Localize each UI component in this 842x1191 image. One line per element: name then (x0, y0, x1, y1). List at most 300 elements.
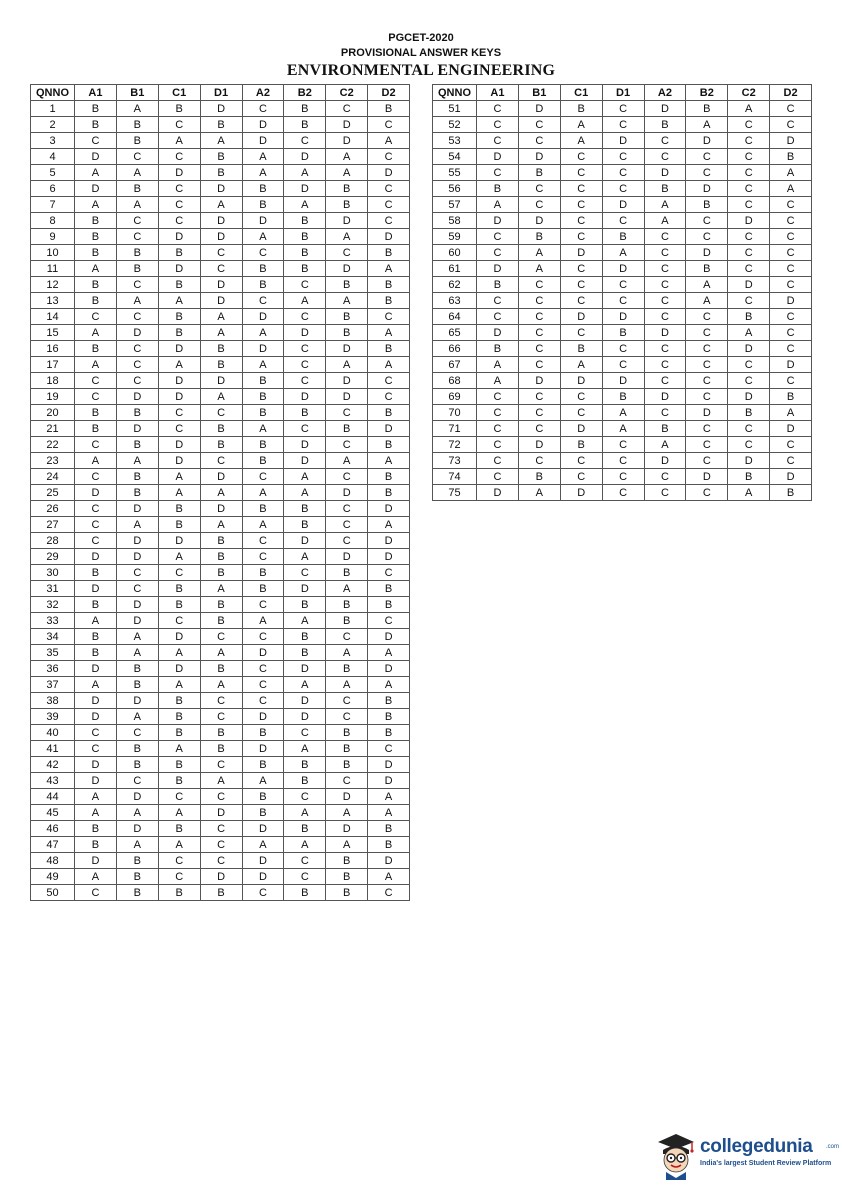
answer-cell: D (284, 453, 326, 469)
answer-cell: C (368, 309, 410, 325)
answer-cell: C (644, 245, 686, 261)
answer-cell: D (200, 277, 242, 293)
answer-cell: D (326, 133, 368, 149)
answer-cell: B (158, 709, 200, 725)
table-row (31, 309, 410, 325)
answer-cell: C (560, 165, 602, 181)
answer-cell: D (477, 325, 519, 341)
answer-cell: D (242, 821, 284, 837)
answer-cell: B (284, 229, 326, 245)
answer-cell: D (326, 261, 368, 277)
answer-cell: D (686, 405, 728, 421)
answer-cell: D (686, 469, 728, 485)
answer-cell: C (644, 277, 686, 293)
answer-cell: B (75, 293, 117, 309)
answer-cell: B (200, 661, 242, 677)
table-row (31, 677, 410, 693)
answer-cell: D (284, 581, 326, 597)
answer-cell: D (200, 213, 242, 229)
answer-cell: B (242, 405, 284, 421)
answer-cell: D (368, 853, 410, 869)
table-row (433, 469, 812, 485)
column-header-b1: B1 (116, 85, 158, 101)
answer-cell: D (326, 213, 368, 229)
answer-cell: C (602, 341, 644, 357)
answer-cell: C (560, 453, 602, 469)
answer-cell: B (75, 821, 117, 837)
answer-cell: B (326, 725, 368, 741)
answer-cell: C (518, 277, 560, 293)
answer-cell: C (242, 597, 284, 613)
answer-cell: B (75, 101, 117, 117)
column-header-d1: D1 (200, 85, 242, 101)
answer-cell: D (75, 485, 117, 501)
answer-cell: A (368, 261, 410, 277)
table-row (31, 405, 410, 421)
question-number-cell: 55 (433, 165, 477, 181)
question-number-cell: 26 (31, 501, 75, 517)
answer-cell: A (518, 245, 560, 261)
answer-cell: B (158, 101, 200, 117)
table-row (433, 309, 812, 325)
answer-cell: C (326, 469, 368, 485)
answer-cell: A (284, 469, 326, 485)
answer-cell: B (368, 277, 410, 293)
answer-cell: C (644, 341, 686, 357)
answer-cell: D (728, 453, 770, 469)
answer-cell: B (200, 741, 242, 757)
answer-cell: C (728, 197, 770, 213)
answer-cell: C (602, 437, 644, 453)
answer-cell: C (75, 533, 117, 549)
answer-cell: C (158, 613, 200, 629)
answer-cell: B (770, 485, 812, 501)
answer-cell: B (200, 533, 242, 549)
answer-cell: D (560, 373, 602, 389)
table-row (433, 181, 812, 197)
answer-cell: B (560, 101, 602, 117)
answer-cell: D (770, 421, 812, 437)
answer-cell: C (728, 261, 770, 277)
answer-cell: B (200, 437, 242, 453)
table-row (31, 453, 410, 469)
answer-cell: C (686, 341, 728, 357)
answer-cell: C (686, 437, 728, 453)
answer-cell: B (368, 485, 410, 501)
answer-cell: D (284, 181, 326, 197)
answer-cell: D (368, 421, 410, 437)
answer-cell: B (75, 213, 117, 229)
answer-cell: D (518, 213, 560, 229)
answer-cell: B (116, 117, 158, 133)
answer-cell: A (368, 789, 410, 805)
answer-cell: D (644, 325, 686, 341)
answer-cell: A (770, 165, 812, 181)
answer-cell: A (200, 133, 242, 149)
answer-cell: C (518, 341, 560, 357)
question-number-cell: 9 (31, 229, 75, 245)
answer-cell: D (770, 293, 812, 309)
answer-cell: C (158, 421, 200, 437)
answer-cell: C (116, 725, 158, 741)
answer-cell: B (368, 469, 410, 485)
answer-cell: C (770, 213, 812, 229)
answer-cell: A (770, 405, 812, 421)
answer-cell: B (770, 389, 812, 405)
answer-cell: C (158, 869, 200, 885)
answer-cell: B (368, 725, 410, 741)
question-number-cell: 69 (433, 389, 477, 405)
answer-cell: A (242, 165, 284, 181)
table-row (31, 485, 410, 501)
answer-cell: A (75, 869, 117, 885)
question-number-cell: 28 (31, 533, 75, 549)
question-number-cell: 10 (31, 245, 75, 261)
table-row (433, 261, 812, 277)
answer-cell: A (368, 517, 410, 533)
answer-cell: C (200, 821, 242, 837)
answer-cell: C (242, 885, 284, 901)
answer-cell: B (116, 757, 158, 773)
answer-cell: B (644, 117, 686, 133)
answer-cell: B (75, 341, 117, 357)
table-row (433, 405, 812, 421)
answer-cell: B (560, 437, 602, 453)
table-row (31, 517, 410, 533)
answer-cell: C (728, 149, 770, 165)
answer-cell: C (200, 693, 242, 709)
answer-cell: D (368, 629, 410, 645)
answer-cell: B (602, 325, 644, 341)
answer-cell: A (242, 613, 284, 629)
answer-cell: B (242, 789, 284, 805)
answer-cell: D (158, 261, 200, 277)
answer-cell: B (326, 565, 368, 581)
table-row (31, 709, 410, 725)
table-row (31, 389, 410, 405)
answer-cell: B (284, 757, 326, 773)
answer-cell: A (326, 357, 368, 373)
answer-cell: A (200, 309, 242, 325)
table-row (31, 421, 410, 437)
answer-cell: B (75, 837, 117, 853)
answer-cell: C (284, 789, 326, 805)
answer-cell: C (368, 565, 410, 581)
question-number-cell: 25 (31, 485, 75, 501)
answer-cell: A (686, 277, 728, 293)
answer-cell: A (284, 293, 326, 309)
answer-cell: C (116, 229, 158, 245)
question-number-cell: 42 (31, 757, 75, 773)
answer-cell: A (158, 133, 200, 149)
answer-cell: B (200, 149, 242, 165)
answer-cell: C (560, 293, 602, 309)
answer-cell: A (116, 709, 158, 725)
answer-cell: D (242, 709, 284, 725)
question-number-cell: 61 (433, 261, 477, 277)
question-number-cell: 20 (31, 405, 75, 421)
answer-key-table-left (30, 84, 410, 901)
answer-cell: A (116, 805, 158, 821)
answer-cell: C (518, 293, 560, 309)
table-row (31, 757, 410, 773)
answer-cell: C (560, 213, 602, 229)
answer-cell: B (326, 869, 368, 885)
answer-cell: B (75, 245, 117, 261)
answer-cell: D (284, 661, 326, 677)
answer-cell: C (326, 629, 368, 645)
answer-cell: B (242, 181, 284, 197)
question-number-cell: 54 (433, 149, 477, 165)
column-header-a2: A2 (242, 85, 284, 101)
answer-cell: C (116, 373, 158, 389)
answer-cell: A (242, 517, 284, 533)
table-row (31, 885, 410, 901)
answer-cell: B (200, 357, 242, 373)
answer-cell: D (200, 229, 242, 245)
question-number-cell: 60 (433, 245, 477, 261)
answer-cell: D (75, 149, 117, 165)
answer-cell: C (686, 389, 728, 405)
answer-cell: D (284, 437, 326, 453)
answer-cell: B (368, 245, 410, 261)
answer-cell: A (158, 837, 200, 853)
answer-cell: B (326, 613, 368, 629)
table-row (31, 741, 410, 757)
answer-cell: A (158, 485, 200, 501)
table-row (31, 725, 410, 741)
answer-cell: C (116, 357, 158, 373)
answer-cell: B (284, 885, 326, 901)
answer-cell: C (602, 213, 644, 229)
table-row (31, 821, 410, 837)
question-number-cell: 74 (433, 469, 477, 485)
answer-cell: D (368, 773, 410, 789)
answer-cell: D (75, 853, 117, 869)
answer-cell: D (158, 389, 200, 405)
answer-cell: C (477, 245, 519, 261)
table-row (31, 789, 410, 805)
answer-cell: B (116, 405, 158, 421)
answer-cell: B (75, 117, 117, 133)
answer-cell: B (284, 645, 326, 661)
answer-cell: C (728, 181, 770, 197)
question-number-cell: 73 (433, 453, 477, 469)
answer-cell: D (686, 245, 728, 261)
table-row (433, 357, 812, 373)
table-row (433, 245, 812, 261)
answer-cell: C (686, 213, 728, 229)
answer-cell: A (284, 485, 326, 501)
answer-cell: C (728, 245, 770, 261)
answer-cell: B (686, 197, 728, 213)
answer-cell: D (326, 373, 368, 389)
answer-cell: A (158, 357, 200, 373)
answer-cell: C (728, 357, 770, 373)
answer-cell: D (158, 165, 200, 181)
answer-cell: A (368, 357, 410, 373)
question-number-cell: 56 (433, 181, 477, 197)
answer-cell: B (200, 565, 242, 581)
answer-cell: A (200, 677, 242, 693)
answer-cell: A (158, 805, 200, 821)
answer-cell: A (242, 357, 284, 373)
answer-cell: B (75, 629, 117, 645)
answer-cell: B (200, 725, 242, 741)
answer-cell: D (75, 549, 117, 565)
answer-cell: B (75, 645, 117, 661)
answer-cell: C (686, 421, 728, 437)
answer-cell: D (242, 341, 284, 357)
answer-cell: D (200, 869, 242, 885)
question-number-cell: 23 (31, 453, 75, 469)
question-number-cell: 44 (31, 789, 75, 805)
answer-cell: B (518, 469, 560, 485)
answer-cell: A (116, 101, 158, 117)
answer-cell: C (116, 773, 158, 789)
answer-cell: B (158, 725, 200, 741)
answer-cell: B (242, 501, 284, 517)
answer-cell: B (284, 501, 326, 517)
answer-cell: D (242, 853, 284, 869)
answer-cell: D (326, 821, 368, 837)
answer-cell: D (326, 341, 368, 357)
answer-cell: D (75, 757, 117, 773)
answer-cell: B (200, 421, 242, 437)
answer-cell: C (242, 549, 284, 565)
answer-cell: D (518, 373, 560, 389)
answer-cell: C (368, 213, 410, 229)
question-number-cell: 47 (31, 837, 75, 853)
answer-cell: A (75, 197, 117, 213)
answer-cell: C (116, 565, 158, 581)
answer-cell: B (284, 517, 326, 533)
question-number-cell: 22 (31, 437, 75, 453)
answer-cell: A (200, 197, 242, 213)
answer-cell: D (200, 293, 242, 309)
answer-cell: D (560, 245, 602, 261)
answer-cell: B (368, 597, 410, 613)
answer-cell: B (284, 245, 326, 261)
answer-cell: C (770, 453, 812, 469)
answer-cell: D (158, 341, 200, 357)
table-row (31, 293, 410, 309)
answer-cell: C (368, 613, 410, 629)
question-number-cell: 68 (433, 373, 477, 389)
answer-cell: C (518, 309, 560, 325)
answer-cell: D (602, 197, 644, 213)
answer-cell: A (477, 373, 519, 389)
exam-title: PGCET-2020 (388, 32, 454, 44)
answer-cell: D (158, 229, 200, 245)
answer-cell: B (200, 549, 242, 565)
answer-cell: D (368, 533, 410, 549)
column-header-c2: C2 (326, 85, 368, 101)
question-number-cell: 31 (31, 581, 75, 597)
answer-cell: C (200, 853, 242, 869)
table-row (31, 229, 410, 245)
answer-cell: C (770, 229, 812, 245)
answer-cell: B (158, 245, 200, 261)
answer-cell: A (242, 325, 284, 341)
answer-cell: D (284, 389, 326, 405)
answer-cell: B (158, 597, 200, 613)
question-number-cell: 71 (433, 421, 477, 437)
answer-cell: C (686, 229, 728, 245)
answer-cell: C (602, 101, 644, 117)
answer-cell: D (368, 757, 410, 773)
answer-cell: D (644, 101, 686, 117)
answer-cell: A (200, 485, 242, 501)
answer-cell: D (284, 325, 326, 341)
answer-cell: C (200, 261, 242, 277)
answer-cell: B (242, 197, 284, 213)
answer-cell: A (158, 741, 200, 757)
table-row (433, 341, 812, 357)
answer-cell: B (200, 885, 242, 901)
answer-cell: C (158, 197, 200, 213)
answer-cell: A (158, 645, 200, 661)
answer-cell: A (326, 453, 368, 469)
answer-cell: B (75, 405, 117, 421)
answer-cell: B (75, 421, 117, 437)
table-row (31, 645, 410, 661)
answer-cell: A (116, 197, 158, 213)
question-number-cell: 40 (31, 725, 75, 741)
answer-cell: D (116, 501, 158, 517)
answer-cell: C (200, 245, 242, 261)
answer-cell: C (770, 261, 812, 277)
answer-cell: B (116, 885, 158, 901)
answer-cell: B (368, 837, 410, 853)
answer-cell: C (518, 405, 560, 421)
answer-cell: C (770, 325, 812, 341)
answer-cell: B (242, 453, 284, 469)
answer-cell: C (200, 709, 242, 725)
answer-cell: A (75, 805, 117, 821)
table-row (31, 101, 410, 117)
answer-cell: C (602, 293, 644, 309)
answer-cell: C (560, 229, 602, 245)
table-row (433, 437, 812, 453)
answer-cell: A (242, 485, 284, 501)
answer-cell: D (518, 149, 560, 165)
answer-cell: A (284, 677, 326, 693)
answer-cell: B (770, 149, 812, 165)
answer-cell: B (75, 277, 117, 293)
table-row (433, 133, 812, 149)
answer-cell: D (518, 437, 560, 453)
answer-cell: D (116, 789, 158, 805)
answer-cell: C (75, 725, 117, 741)
answer-cell: A (75, 613, 117, 629)
answer-cell: D (602, 261, 644, 277)
answer-cell: B (200, 597, 242, 613)
answer-cell: D (602, 133, 644, 149)
answer-cell: D (242, 741, 284, 757)
answer-cell: D (75, 693, 117, 709)
answer-cell: B (158, 581, 200, 597)
answer-cell: C (158, 405, 200, 421)
answer-cell: C (518, 197, 560, 213)
answer-cell: B (326, 309, 368, 325)
question-number-cell: 48 (31, 853, 75, 869)
answer-cell: A (368, 453, 410, 469)
table-row (31, 117, 410, 133)
answer-cell: C (770, 197, 812, 213)
answer-cell: D (242, 133, 284, 149)
table-row (31, 213, 410, 229)
